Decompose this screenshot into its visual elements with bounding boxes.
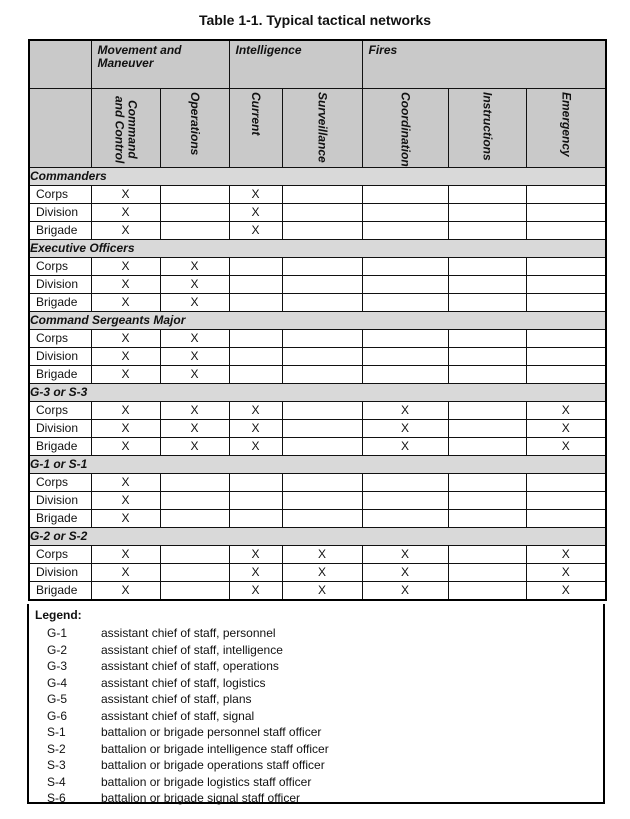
column-header-instructions (448, 89, 526, 168)
network-cell: X (160, 365, 229, 383)
row-label: Division (29, 563, 91, 581)
network-cell: X (91, 257, 160, 275)
network-cell: X (160, 419, 229, 437)
legend-code: S-4 (47, 774, 66, 789)
network-cell: X (229, 401, 282, 419)
network-cell (282, 491, 362, 509)
table-row (29, 275, 606, 293)
network-cell (362, 473, 448, 491)
network-cell: X (282, 581, 362, 600)
network-cell (160, 563, 229, 581)
group-header-movement-maneuver: Movement and Maneuver (91, 40, 229, 89)
network-cell: X (91, 347, 160, 365)
network-cell: X (526, 437, 606, 455)
table-row (29, 437, 606, 455)
network-cell (526, 329, 606, 347)
network-cell (282, 185, 362, 203)
row-label: Corps (29, 401, 91, 419)
row-label: Division (29, 347, 91, 365)
network-cell (448, 563, 526, 581)
network-cell (526, 203, 606, 221)
column-label: Emergency (559, 92, 574, 157)
table-row (29, 329, 606, 347)
legend-code: G-1 (47, 626, 68, 640)
network-cell (282, 473, 362, 491)
network-cell (362, 275, 448, 293)
network-cell (526, 293, 606, 311)
network-cell: X (160, 329, 229, 347)
table-row (29, 347, 606, 365)
network-cell: X (229, 581, 282, 600)
column-label: Operations (188, 92, 202, 156)
row-label: Brigade (29, 365, 91, 383)
table-row (29, 509, 606, 527)
network-cell: X (91, 221, 160, 239)
network-cell (282, 401, 362, 419)
network-cell (448, 545, 526, 563)
network-cell (526, 473, 606, 491)
network-cell (526, 185, 606, 203)
legend-code: G-5 (47, 692, 68, 706)
network-cell (229, 347, 282, 365)
column-header-command-and-control (91, 89, 160, 168)
network-cell (526, 491, 606, 509)
network-cell (362, 203, 448, 221)
legend-item (47, 708, 329, 725)
row-label: Brigade (29, 581, 91, 600)
network-cell (282, 437, 362, 455)
network-cell (526, 221, 606, 239)
legend-description: battalion or brigade personnel staff officer (101, 725, 322, 739)
network-cell: X (160, 275, 229, 293)
row-label: Corps (29, 473, 91, 491)
network-cell: X (160, 401, 229, 419)
network-cell (282, 275, 362, 293)
network-cell: X (91, 185, 160, 203)
table-row (29, 257, 606, 275)
section-heading: G-1 or S-1 (29, 455, 606, 473)
column-header-blank (29, 89, 91, 168)
column-header-emergency (526, 89, 606, 168)
group-header-fires: Fires (362, 40, 606, 89)
legend-code: S-1 (47, 725, 66, 739)
tactical-networks-table (28, 39, 607, 601)
network-cell (282, 293, 362, 311)
legend-item (47, 741, 329, 758)
network-cell (282, 419, 362, 437)
column-label: Coordination (398, 92, 413, 167)
legend-description: battalion or brigade signal staff officer (101, 791, 301, 805)
network-cell (282, 365, 362, 383)
section-row (29, 383, 606, 401)
row-label: Division (29, 203, 91, 221)
column-header-surveillance (282, 89, 362, 168)
network-cell (448, 473, 526, 491)
network-cell: X (160, 257, 229, 275)
section-heading: Commanders (29, 167, 606, 185)
legend-code: G-2 (47, 642, 68, 657)
row-label: Corps (29, 257, 91, 275)
section-row (29, 527, 606, 545)
column-label: Current (249, 92, 263, 136)
network-cell (448, 185, 526, 203)
network-cell (362, 509, 448, 527)
legend-item (47, 642, 329, 659)
legend-code: S-3 (47, 758, 66, 772)
table-row (29, 221, 606, 239)
legend-item (47, 790, 329, 807)
network-cell (448, 203, 526, 221)
network-cell: X (229, 545, 282, 563)
network-cell (448, 491, 526, 509)
network-cell: X (362, 545, 448, 563)
network-cell: X (282, 545, 362, 563)
network-cell: X (526, 563, 606, 581)
network-cell (448, 347, 526, 365)
network-cell: X (91, 329, 160, 347)
network-cell (229, 473, 282, 491)
network-cell: X (362, 419, 448, 437)
network-cell: X (282, 563, 362, 581)
network-cell: X (526, 581, 606, 600)
network-cell: X (91, 581, 160, 600)
table-row (29, 293, 606, 311)
network-cell: X (91, 563, 160, 581)
network-cell: X (91, 419, 160, 437)
legend-title: Legend: (35, 608, 82, 622)
legend-description: assistant chief of staff, personnel (101, 626, 276, 640)
column-label: Surveillance (315, 92, 330, 163)
legend-description: assistant chief of staff, operations (101, 659, 279, 673)
network-cell: X (91, 401, 160, 419)
legend-box (27, 604, 605, 804)
network-cell (362, 221, 448, 239)
network-cell (282, 329, 362, 347)
row-label: Division (29, 419, 91, 437)
table-row (29, 563, 606, 581)
network-cell (448, 329, 526, 347)
network-cell (448, 401, 526, 419)
table-body (29, 167, 606, 600)
section-row (29, 455, 606, 473)
group-header-blank (29, 40, 91, 89)
network-cell (448, 275, 526, 293)
table-row (29, 185, 606, 203)
group-header-row (29, 40, 606, 89)
legend-item (47, 724, 329, 741)
network-cell: X (229, 185, 282, 203)
network-cell: X (229, 203, 282, 221)
section-heading: G-3 or S-3 (29, 383, 606, 401)
network-cell (160, 509, 229, 527)
row-label: Division (29, 275, 91, 293)
legend-item (47, 625, 329, 642)
network-cell: X (362, 563, 448, 581)
network-cell: X (91, 293, 160, 311)
legend-list (47, 625, 329, 807)
network-cell: X (229, 419, 282, 437)
legend-item (47, 691, 329, 708)
row-label: Brigade (29, 221, 91, 239)
network-cell: X (160, 437, 229, 455)
section-row (29, 167, 606, 185)
network-cell: X (91, 473, 160, 491)
network-cell (526, 365, 606, 383)
legend-description: assistant chief of staff, logistics (101, 675, 266, 690)
table-row (29, 419, 606, 437)
network-cell (160, 203, 229, 221)
legend-code: G-6 (47, 708, 68, 723)
column-header-row (29, 89, 606, 168)
column-label: Instructions (480, 92, 495, 161)
network-cell (282, 347, 362, 365)
network-cell (362, 293, 448, 311)
network-cell (448, 419, 526, 437)
network-cell (526, 257, 606, 275)
legend-description: assistant chief of staff, intelligence (101, 642, 283, 657)
network-cell (448, 257, 526, 275)
network-cell (229, 275, 282, 293)
table-row (29, 545, 606, 563)
column-header-operations (160, 89, 229, 168)
legend-description: battalion or brigade intelligence staff officer (101, 741, 329, 756)
network-cell (282, 257, 362, 275)
network-cell (160, 185, 229, 203)
network-cell (160, 581, 229, 600)
network-cell (448, 509, 526, 527)
network-cell (526, 347, 606, 365)
section-heading: Executive Officers (29, 239, 606, 257)
legend-description: assistant chief of staff, signal (101, 708, 255, 723)
network-cell (362, 257, 448, 275)
row-label: Brigade (29, 437, 91, 455)
network-cell: X (229, 437, 282, 455)
network-cell: X (91, 509, 160, 527)
network-cell: X (91, 545, 160, 563)
table-title: Table 1-1. Typical tactical networks (198, 12, 432, 28)
network-cell (229, 257, 282, 275)
column-header-coordination (362, 89, 448, 168)
network-cell (282, 203, 362, 221)
group-header-intelligence: Intelligence (229, 40, 362, 89)
section-row (29, 311, 606, 329)
network-cell (160, 545, 229, 563)
column-label: Command and Control (112, 95, 140, 163)
network-cell (448, 293, 526, 311)
network-cell (229, 293, 282, 311)
section-heading: Command Sergeants Major (29, 311, 606, 329)
network-cell (282, 221, 362, 239)
network-cell: X (362, 401, 448, 419)
network-cell: X (91, 491, 160, 509)
network-cell (160, 221, 229, 239)
legend-description: battalion or brigade operations staff officer (101, 758, 325, 772)
network-cell (362, 347, 448, 365)
legend-description: battalion or brigade logistics staff officer (101, 774, 312, 789)
network-cell (448, 365, 526, 383)
network-cell (362, 185, 448, 203)
table-row (29, 203, 606, 221)
network-cell: X (526, 401, 606, 419)
network-cell (229, 329, 282, 347)
network-cell: X (160, 347, 229, 365)
legend-item (47, 774, 329, 791)
network-cell: X (362, 581, 448, 600)
section-heading: G-2 or S-2 (29, 527, 606, 545)
network-cell: X (160, 293, 229, 311)
network-cell (362, 329, 448, 347)
network-cell (229, 491, 282, 509)
table-row (29, 401, 606, 419)
network-cell (282, 509, 362, 527)
network-cell: X (229, 221, 282, 239)
network-cell (229, 365, 282, 383)
network-cell (362, 365, 448, 383)
network-cell (160, 473, 229, 491)
table-row (29, 365, 606, 383)
network-cell: X (229, 563, 282, 581)
network-cell (229, 509, 282, 527)
network-cell: X (91, 365, 160, 383)
network-cell: X (362, 437, 448, 455)
legend-item (47, 757, 329, 774)
row-label: Corps (29, 185, 91, 203)
legend-code: S-6 (47, 791, 66, 805)
network-cell: X (526, 419, 606, 437)
legend-item (47, 658, 329, 675)
legend-code: G-4 (47, 675, 68, 690)
row-label: Corps (29, 545, 91, 563)
row-label: Brigade (29, 293, 91, 311)
table-row (29, 581, 606, 600)
network-cell: X (526, 545, 606, 563)
row-label: Corps (29, 329, 91, 347)
section-row (29, 239, 606, 257)
network-cell (362, 491, 448, 509)
network-cell (448, 581, 526, 600)
legend-item (47, 675, 329, 692)
legend-code: G-3 (47, 659, 68, 673)
row-label: Brigade (29, 509, 91, 527)
legend-description: assistant chief of staff, plans (101, 692, 252, 706)
network-cell (160, 491, 229, 509)
legend-code: S-2 (47, 741, 66, 756)
network-cell: X (91, 437, 160, 455)
network-cell (448, 221, 526, 239)
column-header-current (229, 89, 282, 168)
network-cell: X (91, 203, 160, 221)
row-label: Division (29, 491, 91, 509)
table-row (29, 473, 606, 491)
table-row (29, 491, 606, 509)
network-cell: X (91, 275, 160, 293)
network-cell (526, 509, 606, 527)
network-cell (448, 437, 526, 455)
network-cell (526, 275, 606, 293)
